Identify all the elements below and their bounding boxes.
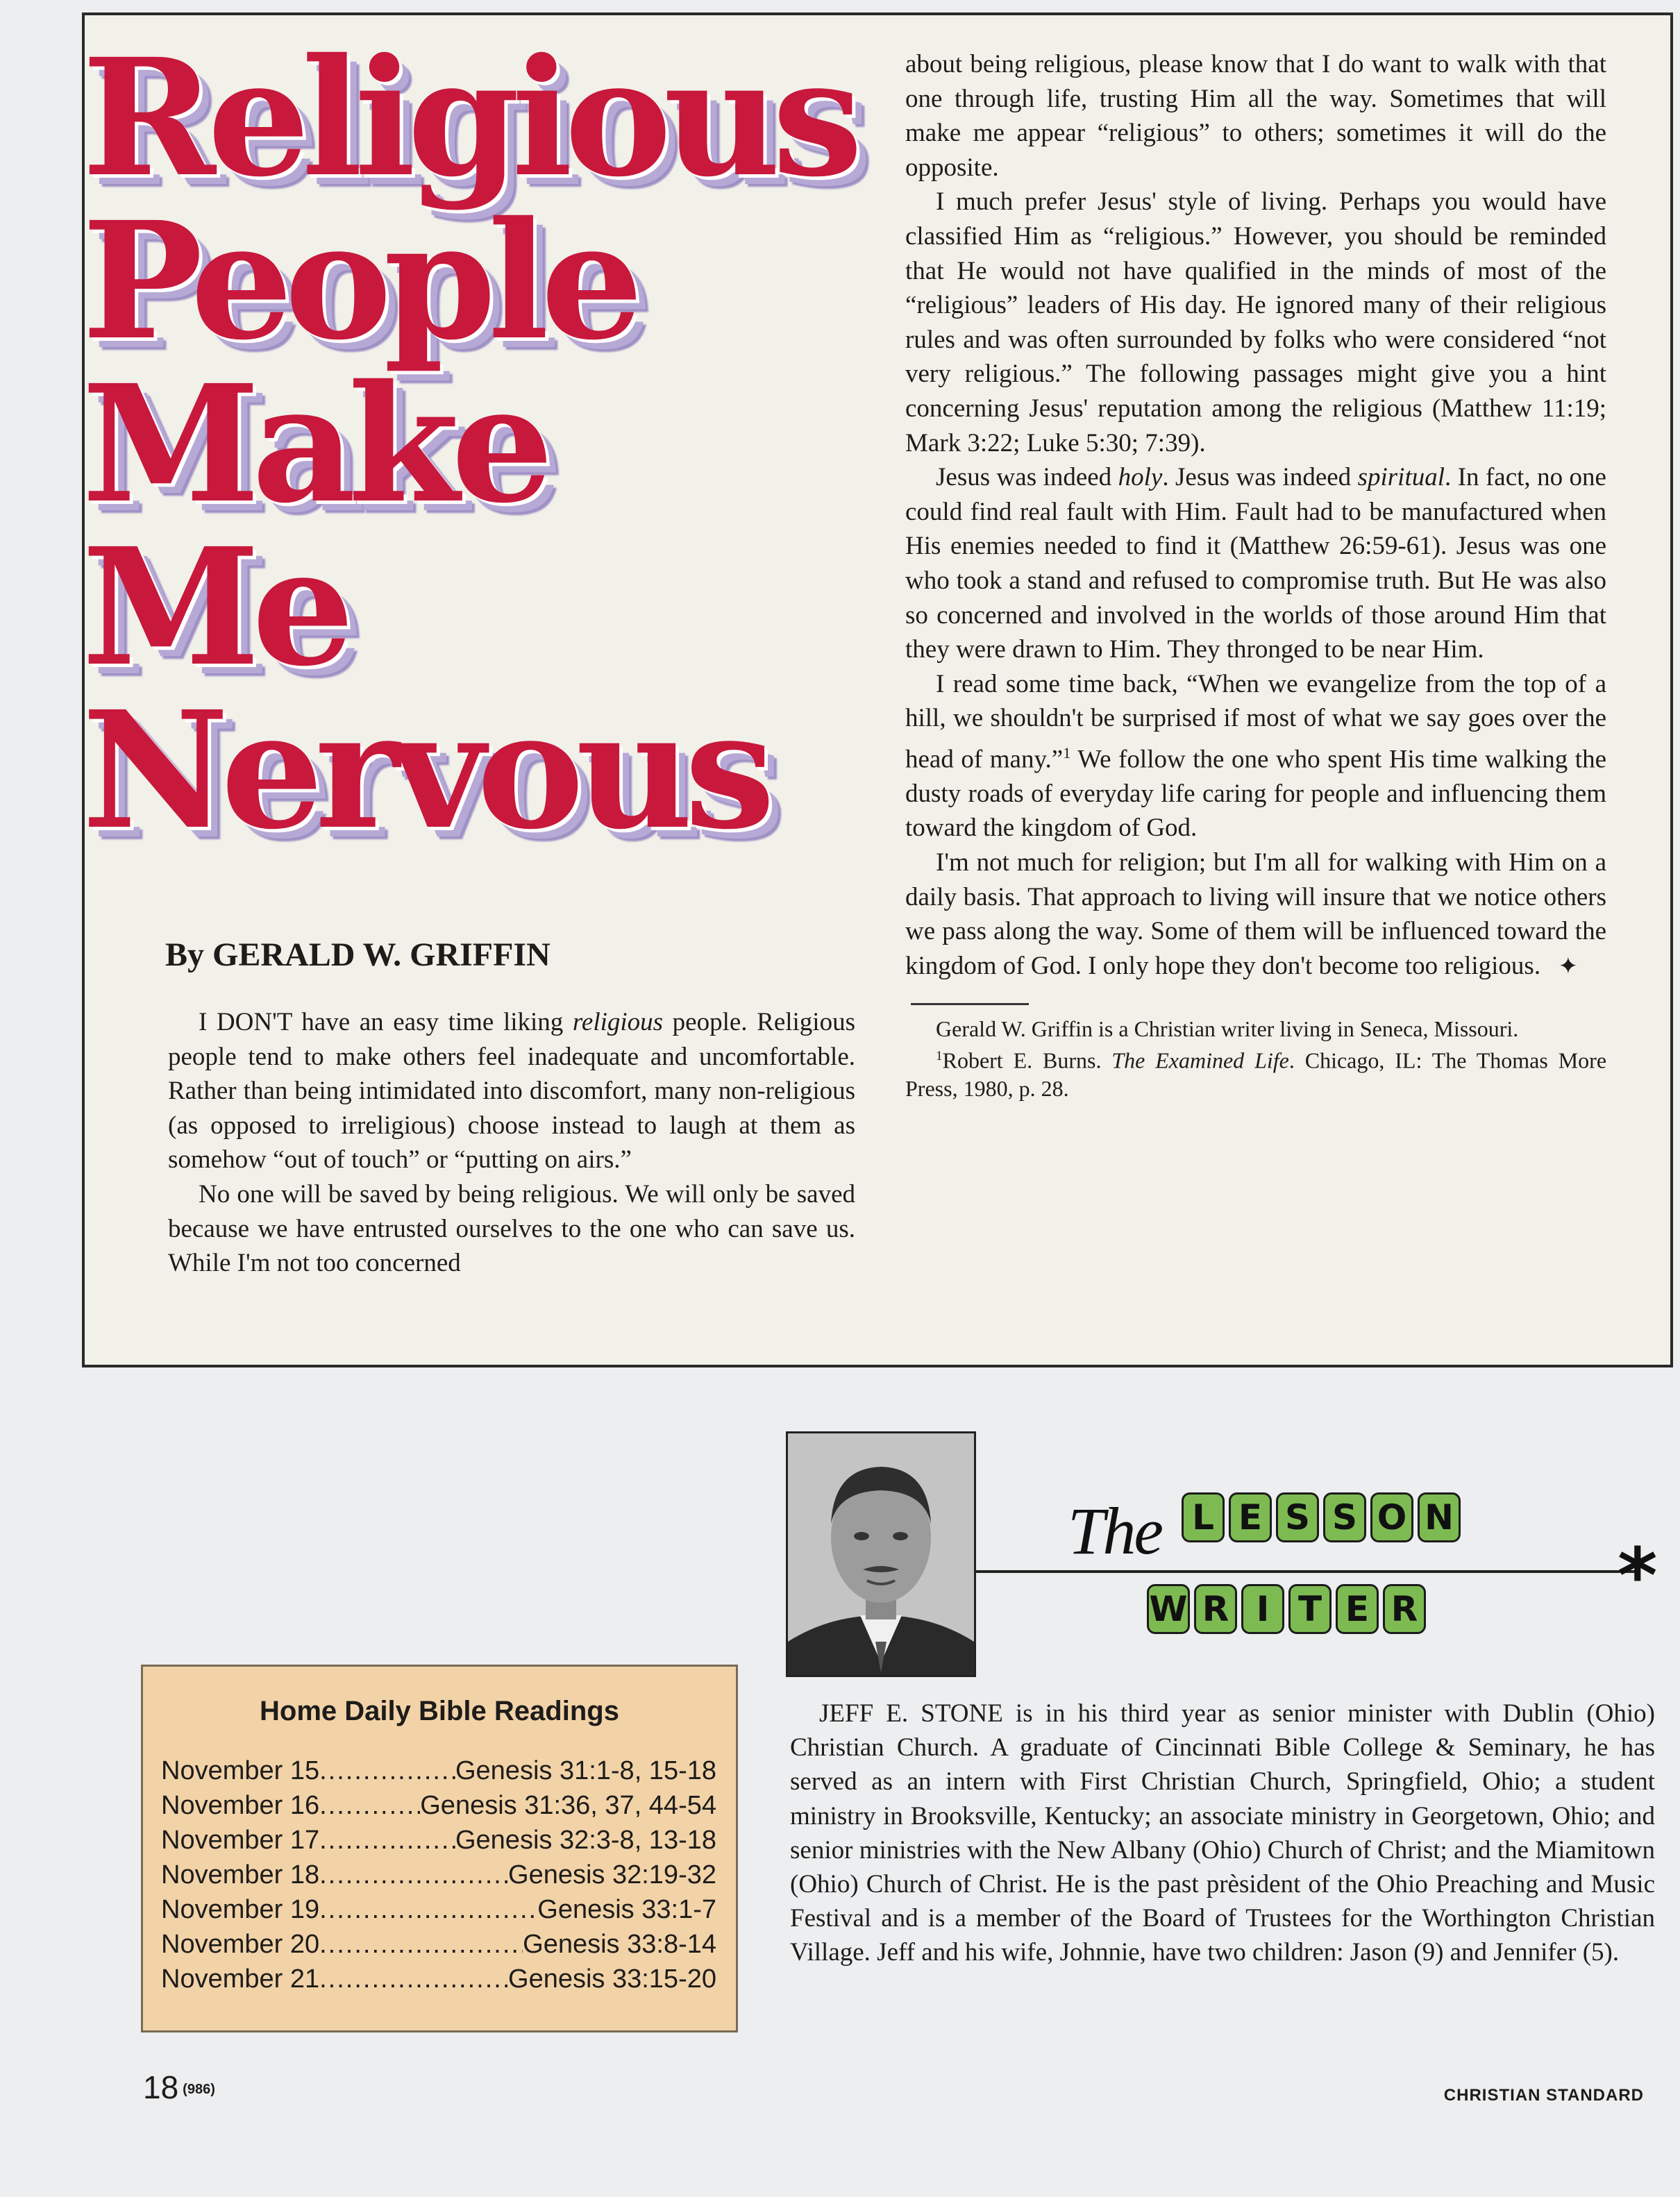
reading-row (161, 1753, 716, 1788)
letter-tile: R (1194, 1584, 1237, 1634)
dot-leader (319, 1823, 455, 1858)
logo-word-lesson (1182, 1492, 1461, 1542)
superscript: 1 (936, 1049, 943, 1064)
reading-date: November 20 (161, 1930, 320, 1959)
dot-leader (319, 1753, 455, 1788)
lesson-writer-logo (976, 1492, 1670, 1645)
reading-date: November 17 (161, 1826, 320, 1855)
reading-date: November 16 (161, 1791, 320, 1820)
dot-leader (319, 1962, 508, 1996)
reading-row (161, 1823, 716, 1858)
text-span: I'm not much for religion; but I'm all for walking with Him on a daily basis. That approach to living will insure that we notice others we pass along the way. Some of them will be influenced toward the kingdom of God. I only hope they don't become too religious. (905, 848, 1606, 980)
letter-tile: N (1418, 1492, 1461, 1542)
reading-reference: Genesis 33:1-7 (537, 1895, 716, 1924)
headline-line: Me (82, 512, 346, 702)
page-number-sub: (986) (183, 2082, 215, 2098)
paragraph (905, 47, 1606, 185)
text-span: I much prefer Jesus' style of living. Perhaps you would have classified Him as “religious.” However, you should be reminded that He would not have qualified in the minds of most of the “religious” leaders of His day. He ignored many of their religious rules and was often surrounded by folks who were considered “not very religious.” The following passages might give you a hint concerning Jesus' reputation among the religious (Matthew 11:19; Mark 3:22; Luke 5:30; 7:39). (905, 187, 1606, 457)
article-headline (82, 23, 855, 865)
text-span: Robert E. Burns. (942, 1048, 1112, 1074)
reading-reference: Genesis 31:1-8, 15-18 (455, 1756, 716, 1785)
page-number (143, 2069, 215, 2106)
headline-line: Religious (82, 23, 855, 212)
reading-reference: Genesis 33:8-14 (523, 1930, 716, 1959)
magazine-name: CHRISTIAN STANDARD (1443, 2086, 1644, 2105)
italic-text: religious (572, 1008, 664, 1036)
text-span: No one will be saved by being religious. We will only be saved because we have entrusted ourselves to the one who can save us. While I'm not too concerned (168, 1179, 855, 1278)
reading-row (161, 1927, 716, 1962)
paragraph (905, 460, 1606, 667)
asterisk-icon: * (1618, 1531, 1658, 1620)
article-column-left (168, 1005, 855, 1281)
headline-line: People (82, 186, 635, 376)
letter-tile: S (1276, 1492, 1319, 1542)
end-mark-icon: ✦ (1540, 953, 1579, 979)
text-span: . In fact, no one could find real fault with Him. Fault had to be manufactured when His enemies needed to find it (Matthew 26:59-61). Jesus was one who took a stand and refused to compromise truth. But He was also so concerned and involved in the worlds of those around Him that they were drawn to Him. They thronged to be near Him. (905, 463, 1606, 664)
lesson-writer-bio: JEFF E. STONE is in his third year as senior minister with Dublin (Ohio) Christian Church. A graduate of Cincinnati Bible College & Seminary, he has served as an intern with First Christian Church, Springfield, Ohio; a student ministry in Brooksville, Kentucky; an associate ministry in Georgetown, Ohio; and senior ministries with the New Albany (Ohio) Church of Christ; and the Miamitown (Ohio) Church of Christ. He is the past prèsident of the Ohio Preaching and Music Festival and is a member of the Board of Trustees for the Worthington Christian Village. Jeff and his wife, Johnnie, have two children: Jason (9) and Jennifer (5). (790, 1699, 1655, 1967)
paragraph (905, 1015, 1606, 1043)
reading-reference: Genesis 32:19-32 (508, 1860, 716, 1889)
letter-tile: O (1370, 1492, 1413, 1542)
text-span: Gerald W. Griffin is a Christian writer living in Seneca, Missouri. (936, 1016, 1519, 1042)
italic-text: holy (1118, 463, 1163, 492)
paragraph (168, 1177, 855, 1281)
headline-line: Make (82, 349, 546, 539)
footnote-rule (911, 1003, 1029, 1005)
paragraph (905, 1043, 1606, 1102)
italic-text: The Examined Life (1111, 1048, 1289, 1074)
footnotes (905, 1015, 1606, 1102)
portrait-photo-icon (788, 1433, 974, 1675)
letter-tile: I (1241, 1584, 1284, 1634)
reading-row (161, 1858, 716, 1892)
dot-leader (319, 1858, 508, 1892)
paragraph (168, 1005, 855, 1177)
dot-leader (319, 1927, 523, 1962)
dot-leader (319, 1788, 420, 1823)
text-span: . Chicago, IL: The Thomas More Press, 1980, p. 28. (905, 1048, 1607, 1102)
reading-date: November 21 (161, 1964, 320, 1994)
readings-list (143, 1753, 736, 1996)
headline-line: Nervous (82, 675, 767, 865)
right-paragraphs (905, 47, 1606, 984)
italic-text: spiritual (1357, 463, 1445, 492)
text-span: about being religious, please know that I do want to walk with that one through life, trusting Him all the way. Sometimes that will make me appear “religious” to others; sometimes it will do the opposite. (905, 50, 1606, 182)
article-column-right (905, 47, 1606, 1102)
superscript: 1 (1063, 743, 1071, 761)
paragraph (905, 667, 1606, 845)
text-span: Jesus was indeed (936, 463, 1118, 492)
letter-tile: S (1323, 1492, 1366, 1542)
letter-tile: L (1182, 1492, 1225, 1542)
byline: By GERALD W. GRIFFIN (165, 936, 551, 973)
text-span: . Jesus was indeed (1162, 463, 1358, 492)
reading-date: November 18 (161, 1860, 320, 1889)
reading-row (161, 1962, 716, 1996)
reading-date: November 15 (161, 1756, 320, 1785)
reading-row (161, 1892, 716, 1927)
logo-the: The (1068, 1494, 1161, 1568)
reading-row (161, 1788, 716, 1823)
letter-tile: T (1288, 1584, 1332, 1634)
dot-leader (319, 1892, 537, 1927)
paragraph (905, 845, 1606, 984)
logo-line (976, 1570, 1636, 1573)
text-span: We follow the one who spent His time walking the dusty roads of everyday life caring for people and influencing them toward the kingdom of God. (905, 745, 1607, 843)
portrait-photo (786, 1431, 976, 1677)
letter-tile: W (1147, 1584, 1190, 1634)
paragraph (905, 185, 1606, 460)
bible-readings-box (141, 1665, 738, 2032)
letter-tile: E (1229, 1492, 1272, 1542)
text-span: I DON'T have an easy time liking (199, 1008, 573, 1036)
reading-reference: Genesis 32:3-8, 13-18 (455, 1826, 716, 1855)
text-span: people. Religious people tend to make others feel inadequate and uncomfortable. Rather than being intimidated into discomfort, many non-religious (as opposed to irreligious) choose instead to laugh at them as somehow “out of touch” or “putting on airs.” (168, 1008, 855, 1175)
reading-reference: Genesis 31:36, 37, 44-54 (420, 1791, 716, 1820)
readings-title: Home Daily Bible Readings (260, 1696, 619, 1726)
logo-word-writer (1147, 1584, 1426, 1634)
reading-date: November 19 (161, 1895, 320, 1924)
text-span: I read some time back, “When we evangelize from the top of a hill, we shouldn't be surprised if most of what we say goes over the head of many.” (905, 669, 1606, 774)
reading-reference: Genesis 33:15-20 (508, 1964, 716, 1994)
letter-tile: E (1336, 1584, 1379, 1634)
letter-tile: R (1383, 1584, 1426, 1634)
page-number-value: 18 (143, 2069, 179, 2105)
